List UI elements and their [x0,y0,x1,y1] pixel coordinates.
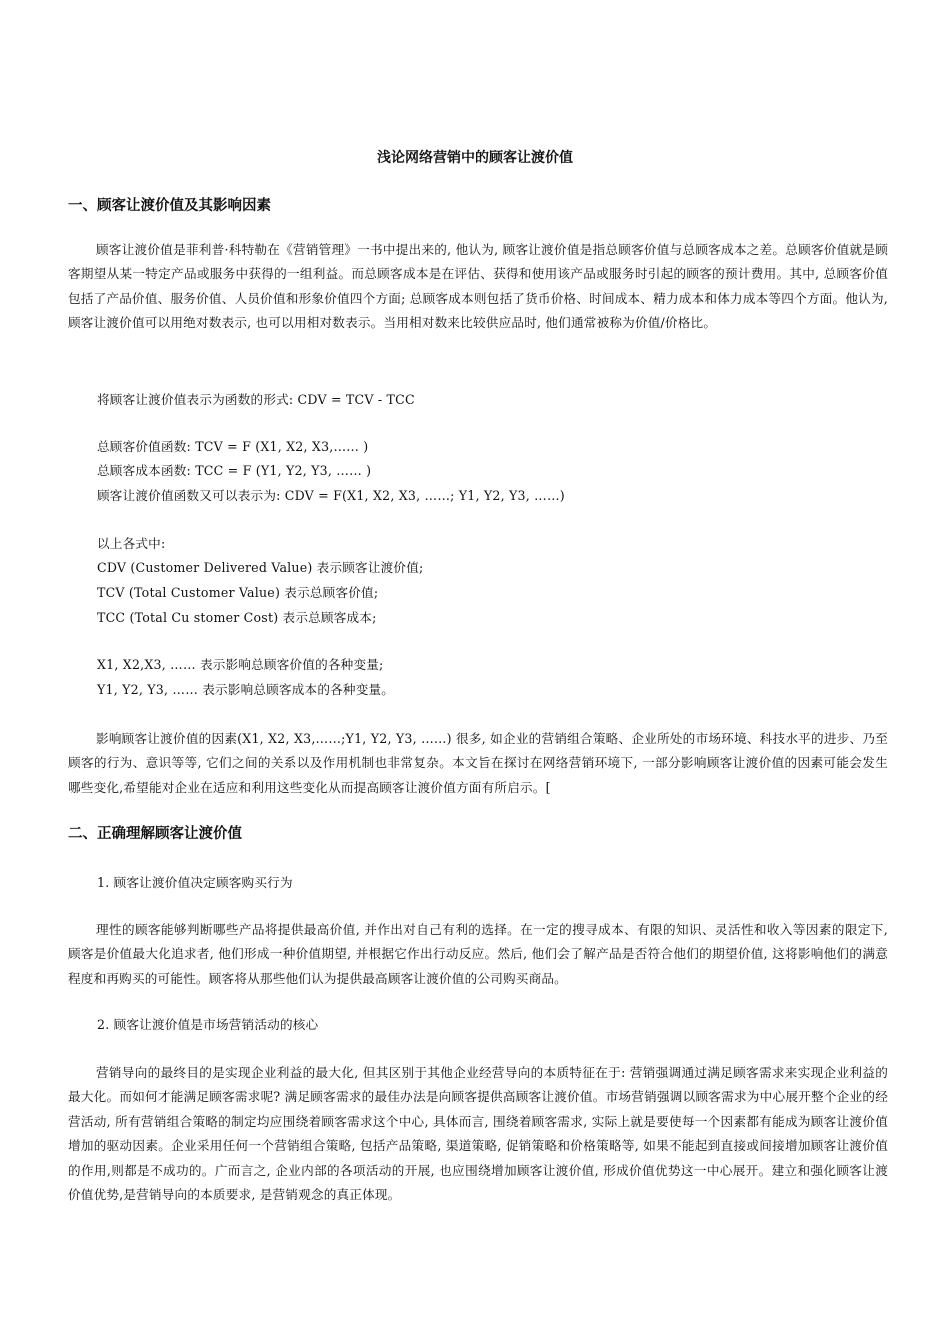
formula-cdv: 顾客让渡价值函数又可以表示为: CDV = F(X1, X2, X3, ……; Y1, Y2, Y3, ……) [97,488,565,503]
formula-intro: 将顾客让渡价值表示为函数的形式: CDV = TCV - TCC [97,392,415,407]
subheading-2: 2. 顾客让渡价值是市场营销活动的核心 [97,1017,319,1032]
variables-x: X1, X2,X3, …… 表示影响总顾客价值的各种变量; [97,657,384,672]
document-title: 浅论网络营销中的顾客让渡价值 [377,150,573,166]
section-heading-1: 一、顾客让渡价值及其影响因素 [68,198,271,214]
legend-cdv: CDV (Customer Delivered Value) 表示顾客让渡价值; [97,560,424,575]
legend-intro: 以上各式中: [97,536,166,551]
legend-tcc: TCC (Total Cu stomer Cost) 表示总顾客成本; [97,610,377,625]
formula-tcc: 总顾客成本函数: TCC = F (Y1, Y2, Y3, …… ) [97,463,372,478]
paragraph-intro: 顾客让渡价值是菲利普·科特勒在《营销管理》一书中提出来的, 他认为, 顾客让渡价值是指总顾客价值与总顾客成本之差。总顾客价值就是顾客期望从某一特定产品或服务中获得的一组利益。而总顾客成本是在评估、获得和使用该产品或服务时引起的顾客的预计费用。其中, 总顾客价值包括了产品价值、服务价值、人员价值和形象价值四个方面; 总顾客成本则包括了货币价格、时间成本、精力成本和体力成本等四个方面。他认为, 顾客让渡价值可以用绝对数表示, 也可以用相对数表示。当用相对数来比较供应品时, 他们通常被称为价值/价格比。 [68,242,888,331]
subheading-1: 1. 顾客让渡价值决定顾客购买行为 [97,875,293,890]
paragraph-buying-behavior: 理性的顾客能够判断哪些产品将提供最高价值, 并作出对自己有利的选择。在一定的搜寻成本、有限的知识、灵活性和收入等因素的限定下, 顾客是价值最大化追求者, 他们形成一种价值期望, 并根据它作出行动反应。然后, 他们会了解产品是否符合他们的期望价值, 这将影响他们的满意程度和再购买的可能性。顾客将从那些他们认为提供最高顾客让渡价值的公司购买商品。 [68,922,888,986]
variables-y: Y1, Y2, Y3, …… 表示影响总顾客成本的各种变量。 [97,682,395,697]
legend-tcv: TCV (Total Customer Value) 表示总顾客价值; [97,585,379,600]
section-heading-2: 二、正确理解顾客让渡价值 [68,826,242,842]
paragraph-marketing-core: 营销导向的最终目的是实现企业利益的最大化, 但其区别于其他企业经营导向的本质特征在于: 营销强调通过满足顾客需求来实现企业利益的最大化。而如何才能满足顾客需求呢? 满足顾客需求的最佳办法是向顾客提供高顾客让渡价值。市场营销强调以顾客需求为中心展开整个企业的经营活动, 所有营销组合策略的制定均应围绕着顾客需求这个中心, 具体而言, 围绕着顾客需求, 实际上就是要使每一个因素都有能成为顾客让渡价值增加的驱动因素。企业采用任何一个营销组合策略, 包括产品策略, 渠道策略, 促销策略和价格策略等, 如果不能起到直接或间接增加顾客让渡价值的作用,则都是不成功的。广而言之, 企业内部的各项活动的开展, 也应围绕增加顾客让渡价值, 形成价值优势这一中心展开。建立和强化顾客让渡价值优势,是营销导向的本质要求, 是营销观念的真正体现。 [68,1065,888,1203]
paragraph-factors: 影响顾客让渡价值的因素(X1, X2, X3,……;Y1, Y2, Y3, ……) 很多, 如企业的营销组合策略、企业所处的市场环境、科技水平的进步、乃至顾客的行为、意识等等, 它们之间的关系以及作用机制也非常复杂。本文旨在探讨在网络营销环境下, 一部分影响顾客让渡价值的因素可能会发生哪些变化,希望能对企业在适应和利用这些变化从而提高顾客让渡价值方面有所启示。[ [68,731,888,795]
formula-tcv: 总顾客价值函数: TCV = F (X1, X2, X3,…… ) [97,439,369,454]
